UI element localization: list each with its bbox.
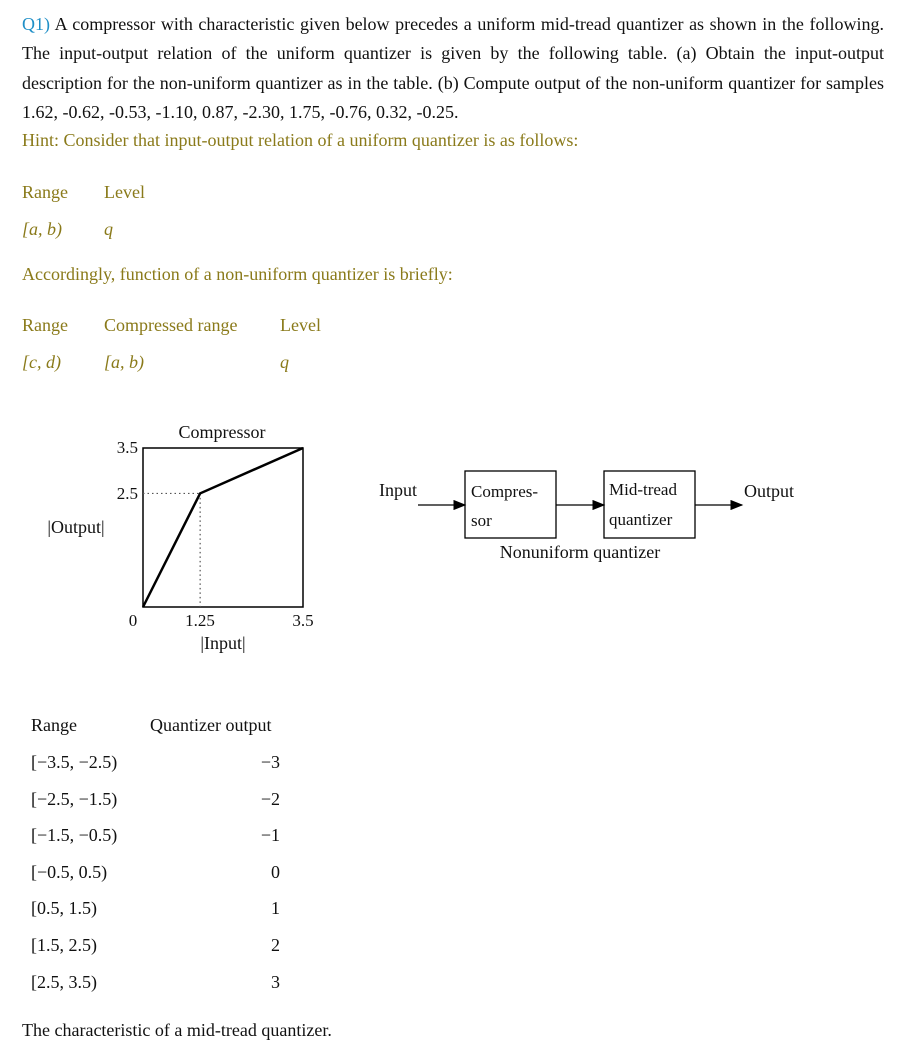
x-tick-1-25: 1.25 xyxy=(185,611,215,630)
quantizer-row-output: 2 xyxy=(271,935,280,955)
diagram-output-label: Output xyxy=(743,481,795,501)
y-tick-3-5: 3.5 xyxy=(116,438,138,457)
compressor-chart xyxy=(0,400,360,670)
nonuniform-row-level: q xyxy=(280,352,289,372)
y-tick-2-5: 2.5 xyxy=(116,484,138,503)
quantizer-header-output: Quantizer output xyxy=(150,715,272,735)
uniform-row-range: [a, b) xyxy=(22,219,62,239)
quantizer-block-line2: quantizer xyxy=(609,510,673,529)
nonuniform-row-range: [c, d) xyxy=(22,352,61,372)
quantizer-block-line1: Mid-tread xyxy=(609,480,677,499)
x-tick-3-5: 3.5 xyxy=(292,611,314,630)
compressor-block-line2: sor xyxy=(471,511,492,530)
quantizer-header-range: Range xyxy=(31,715,77,735)
quantizer-row-range: [−1.5, −0.5) xyxy=(31,825,118,845)
quantizer-row-range: [−2.5, −1.5) xyxy=(31,789,118,809)
chart-title: Compressor xyxy=(178,422,266,442)
nonuniform-header-level: Level xyxy=(280,315,321,335)
compressor-curve xyxy=(143,448,303,607)
quantizer-row-output: 1 xyxy=(271,898,280,918)
x-axis-label: |Input| xyxy=(200,633,246,653)
compressor-block-line1: Compres- xyxy=(471,482,539,501)
quantizer-row-output: 3 xyxy=(271,972,280,992)
diagram-caption: Nonuniform quantizer xyxy=(499,542,661,562)
question-body: A compressor with characteristic given below precedes a uniform mid-tread quantizer as shown in the following. The input-output relation of the uniform quantizer is given by the following table. (a) Obtain the input-output description for the non-uniform quantizer as in the table. (b) Compute output of the non-uniform quantizer for samples 1.62, -0.62, -0.53, -1.10, 0.87, -2.30, 1.75, -0.76, 0.32, -0.25. xyxy=(22,14,884,122)
nonuniform-intro: Accordingly, function of a non-uniform quantizer is briefly: xyxy=(22,264,453,284)
y-axis-label: |Output| xyxy=(47,517,105,537)
quantizer-row-output: −2 xyxy=(260,789,280,809)
uniform-row-level: q xyxy=(104,219,113,239)
nonuniform-header-range: Range xyxy=(22,315,68,335)
quantizer-row-range: [1.5, 2.5) xyxy=(31,935,97,955)
quantizer-row-range: [−3.5, −2.5) xyxy=(31,752,118,772)
block-diagram xyxy=(370,462,810,572)
origin-label: 0 xyxy=(128,611,138,630)
quantizer-row-range: [0.5, 1.5) xyxy=(31,898,97,918)
uniform-header-range: Range xyxy=(22,182,68,202)
uniform-header-level: Level xyxy=(104,182,145,202)
nonuniform-row-compressed: [a, b) xyxy=(104,352,144,372)
hint-text: Hint: Consider that input-output relation of a uniform quantizer is as follows: xyxy=(22,130,579,150)
plot-frame xyxy=(143,448,303,607)
quantizer-row-output: 0 xyxy=(271,862,280,882)
quantizer-row-range: [−0.5, 0.5) xyxy=(31,862,108,882)
diagram-input-label: Input xyxy=(379,480,417,500)
quantizer-row-output: −1 xyxy=(260,825,280,845)
quantizer-caption: The characteristic of a mid-tread quantizer. xyxy=(22,1020,332,1040)
quantizer-row-output: −3 xyxy=(260,752,280,772)
question-number: Q1) xyxy=(22,14,50,34)
question-text xyxy=(22,10,884,127)
quantizer-row-range: [2.5, 3.5) xyxy=(31,972,97,992)
nonuniform-header-compressed: Compressed range xyxy=(104,315,238,335)
